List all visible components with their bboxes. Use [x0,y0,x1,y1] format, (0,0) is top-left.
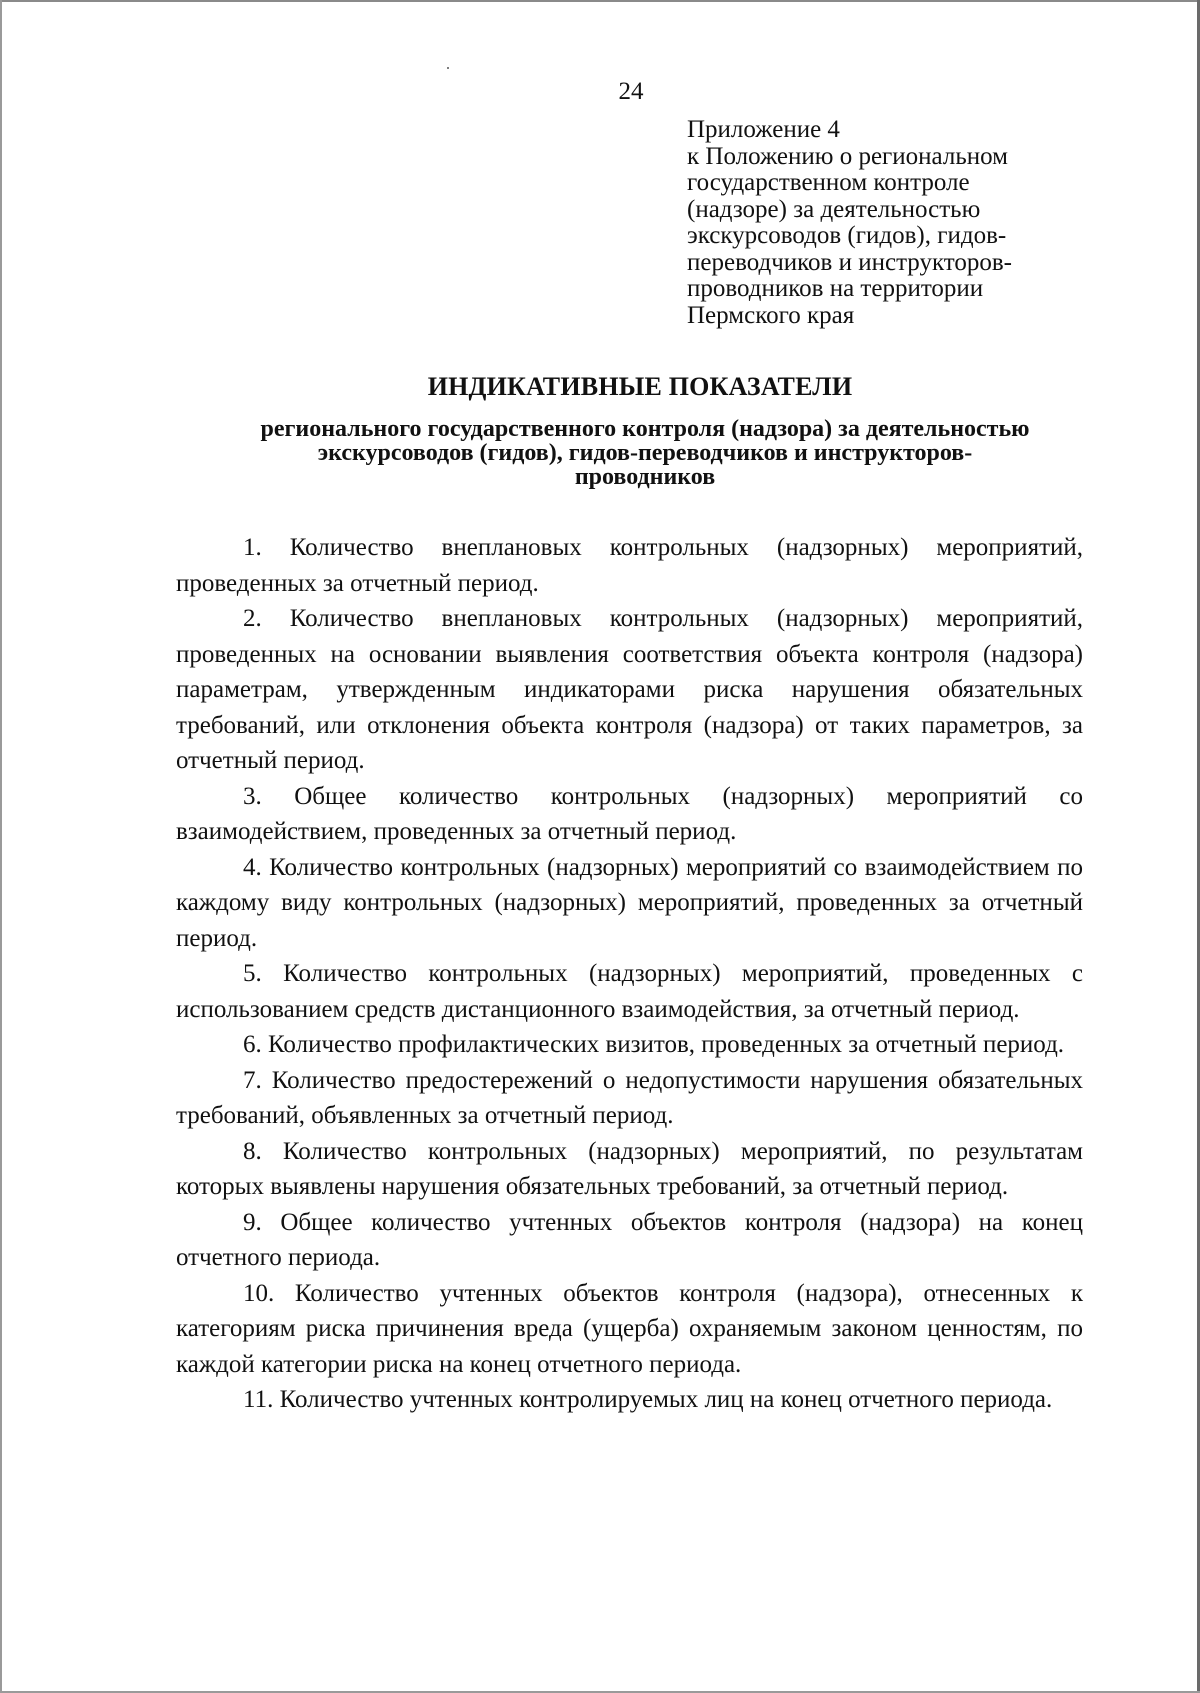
scan-edge-top [0,0,1200,2]
appendix-note [687,117,1107,329]
indicator-item: 9. Общее количество учтенных объектов контроля (надзора) на конец отчетного периода. [176,1208,1083,1271]
indicator-item: 1. Количество внеплановых контрольных (надзорных) мероприятий, проведенных за отчетный период. [176,534,1083,597]
appendix-line: Пермского края [687,301,855,329]
subtitle-line: экскурсоводов (гидов), гидов-переводчиков и инструкторов- [317,440,973,466]
appendix-line: к Положению о региональном [687,142,1008,170]
subtitle-line: проводников [574,464,716,490]
scan-speck [447,67,449,69]
appendix-line: государственном контроле [687,169,970,196]
appendix-line: экскурсоводов (гидов), гидов- [687,222,1007,249]
indicator-item: 2. Количество внеплановых контрольных (надзорных) мероприятий, проведенных на основании выявления соответствия объекта контроля (надзора) параметрам, утвержденным индикаторами риска нарушения обязательных требований, или отклонения объекта контроля (надзора) от таких параметров, за отчетный период. [176,605,1083,774]
appendix-line: проводников на территории [687,275,984,302]
scan-edge-left [0,0,2,1693]
subtitle-line: регионального государственного контроля (надзора) за деятельностью [260,416,1030,442]
appendix-line: (надзоре) за деятельностью [687,195,981,223]
appendix-line: переводчиков и инструкторов- [687,248,1013,276]
indicator-item: 8. Количество контрольных (надзорных) мероприятий, по результатам которых выявлены нарушения обязательных требований, за отчетный период. [176,1137,1083,1200]
indicator-item: 11. Количество учтенных контролируемых лиц на конец отчетного периода. [243,1386,1053,1413]
document-subtitle [170,417,1120,489]
indicator-item: 3. Общее количество контрольных (надзорных) мероприятий со взаимодействием, проведенных за отчетный период. [176,782,1083,845]
indicator-item: 5. Количество контрольных (надзорных) мероприятий, проведенных с использованием средств дистанционного взаимодействия, за отчетный период. [176,960,1083,1023]
indicator-item: 10. Количество учтенных объектов контроля (надзора), отнесенных к категориям риска причинения вреда (ущерба) охраняемым законом ценностям, по каждой категории риска на конец отчетного периода. [176,1279,1083,1378]
indicator-item: 6. Количество профилактических визитов, проведенных за отчетный период. [243,1031,1065,1058]
page-number: 24 [618,78,644,105]
indicator-list [176,530,1083,1418]
indicator-item: 4. Количество контрольных (надзорных) мероприятий со взаимодействием по каждому виду контрольных (надзорных) мероприятий, проведенных за отчетный период. [176,853,1083,952]
appendix-line: Приложение 4 [687,116,840,143]
indicator-item: 7. Количество предостережений о недопустимости нарушения обязательных требований, объявленных за отчетный период. [176,1066,1083,1129]
document-title: ИНДИКАТИВНЫЕ ПОКАЗАТЕЛИ [427,372,853,401]
